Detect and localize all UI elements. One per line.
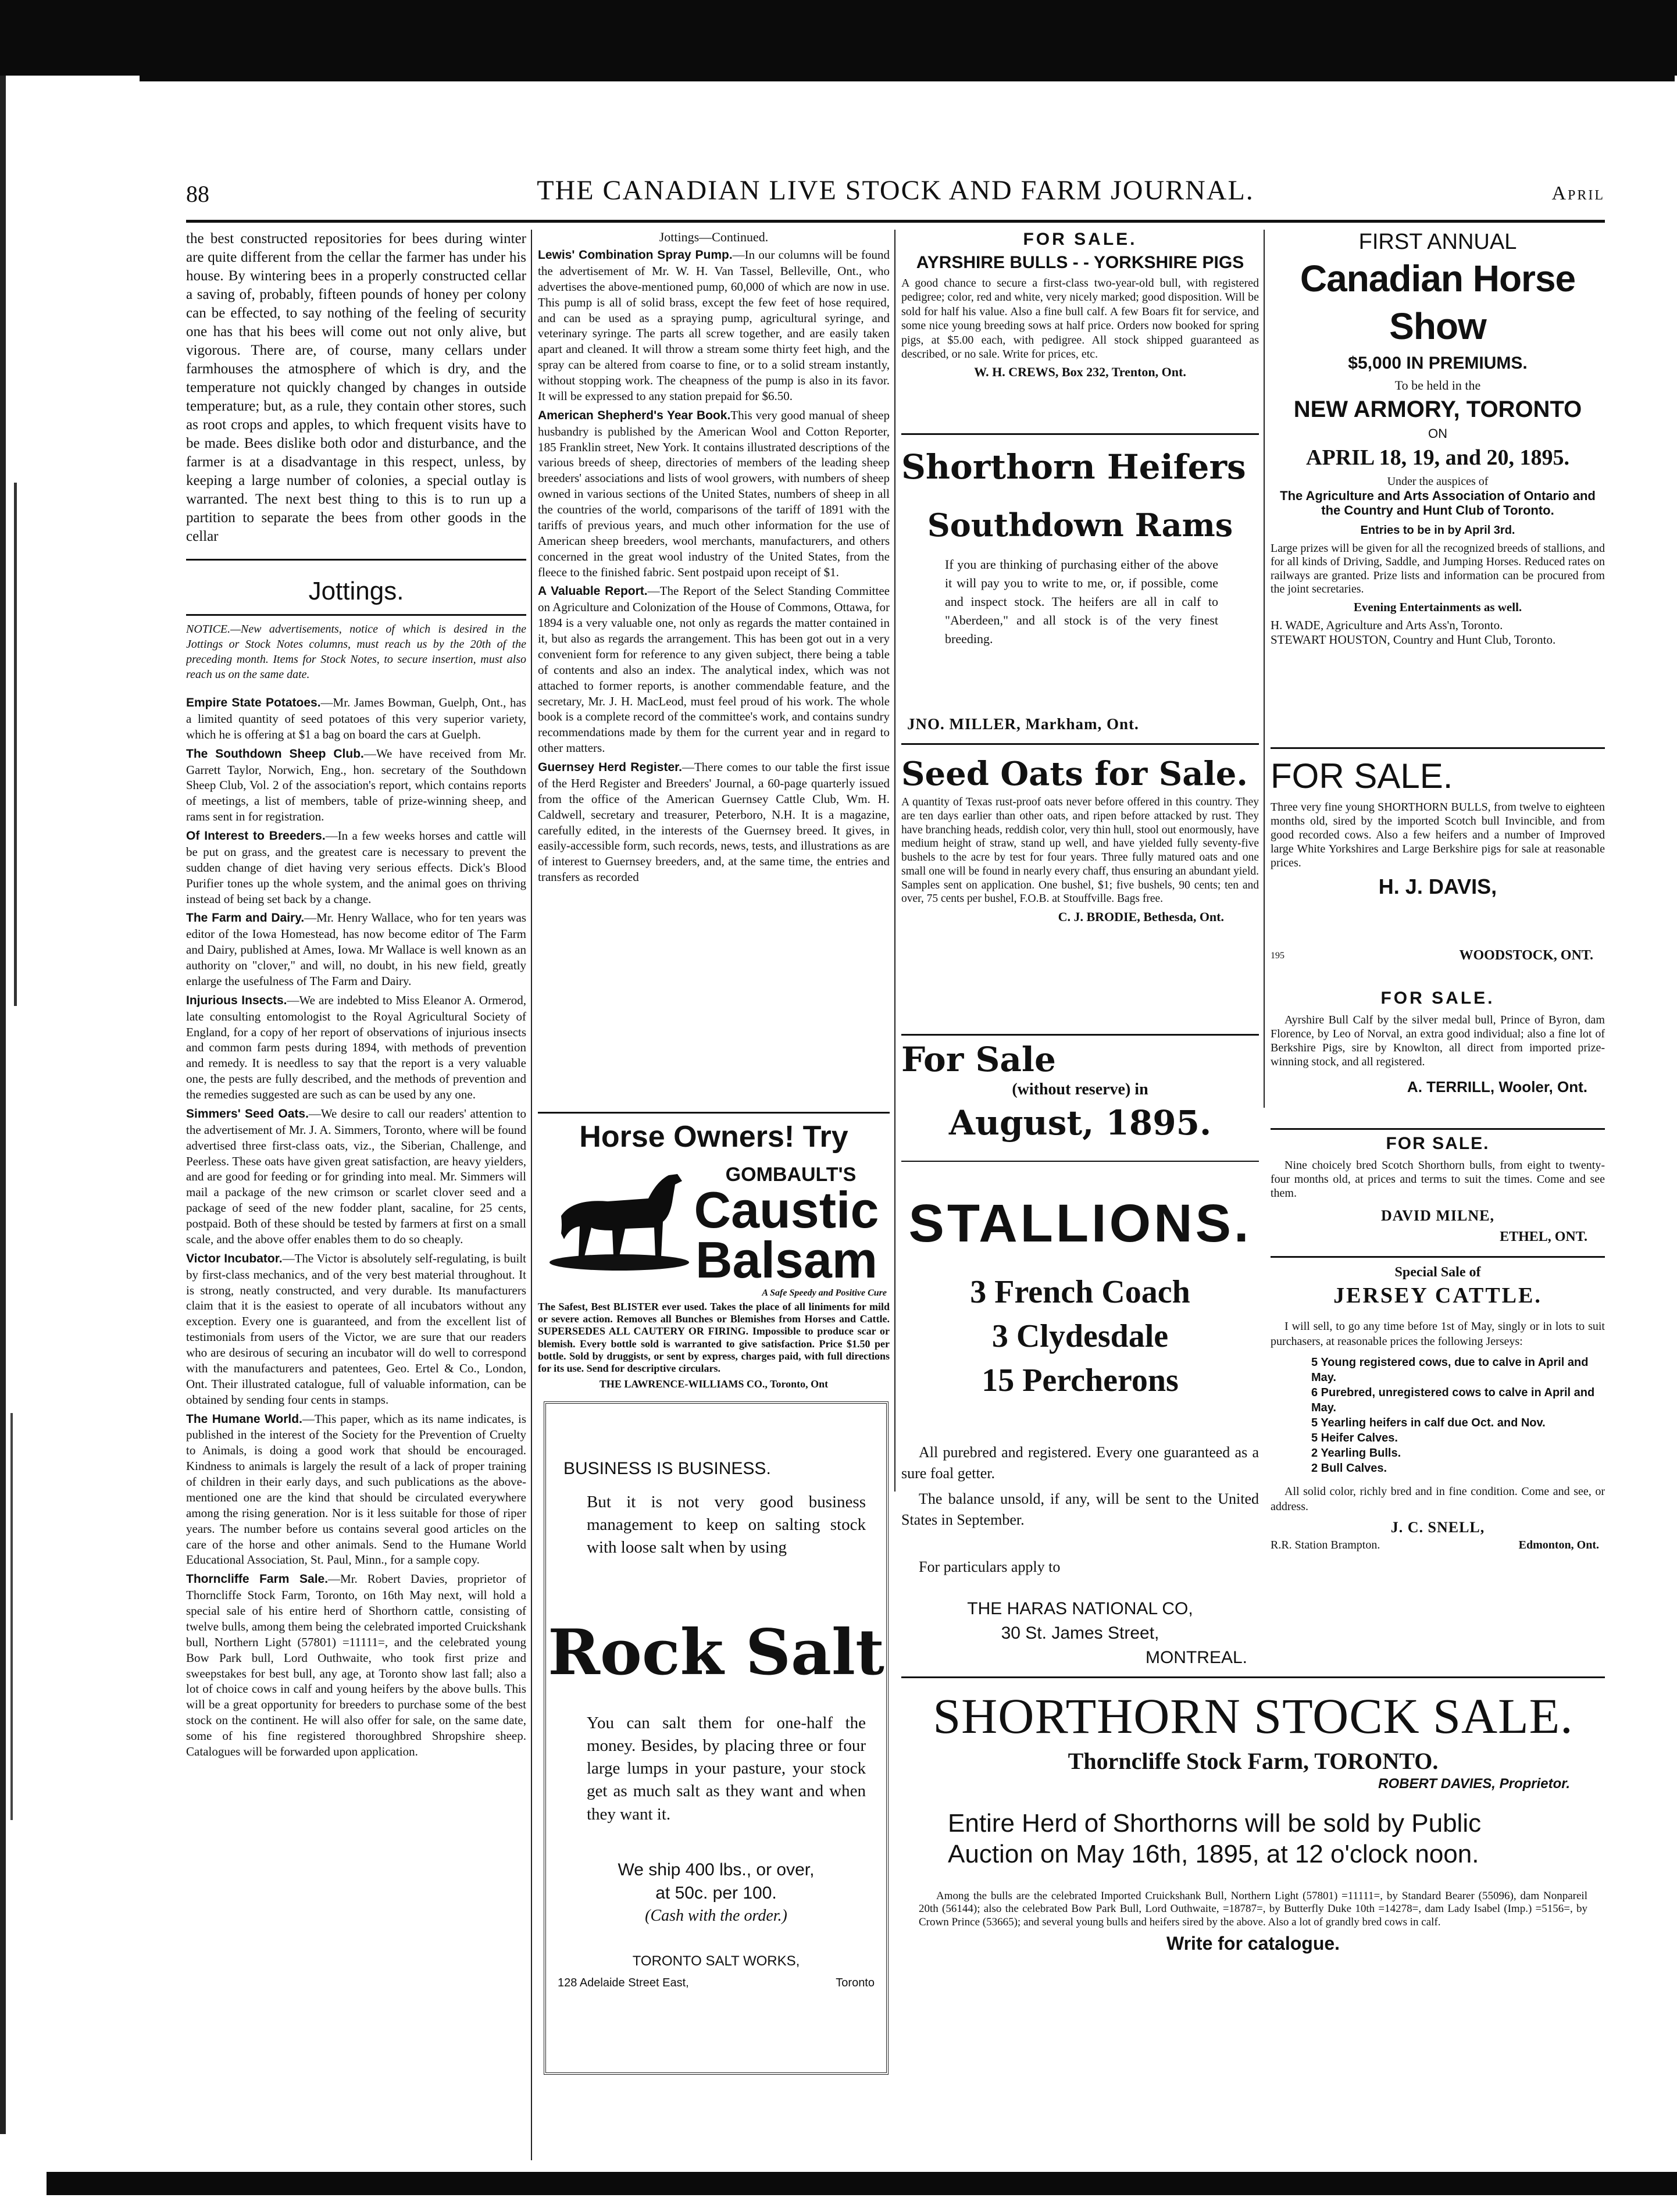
stock-sale-headline: Entire Herd of Shorthorns will be sold by Public Auction on May 16th, 1895, at 12 o'clock noon. xyxy=(948,1809,1482,1868)
ayrshire-ad xyxy=(901,230,1259,427)
ad-rule xyxy=(538,1112,890,1114)
salt-ad-heading: BUSINESS IS BUSINESS. xyxy=(563,1459,771,1478)
jersey-contact-row xyxy=(1271,1539,1605,1556)
stallions-street: 30 St. James Street, xyxy=(1001,1624,1159,1643)
horse-ad-name-2: Balsam xyxy=(695,1231,878,1289)
jotting-text: —In our columns will be found the advertisement of Mr. W. H. Van Tassel, Belleville, Ont., who advertises the above-mentioned pump, 60,000 of which are now in use. This pump is all of solid brass, except the few feet of hose required, and can be used as a spraying pump, agricultural syringe, and veterinary syringe. The parts all screw together, and are easily taken apart and cleaned. It will throw a stream some thirty feet high, and the spray can be altered from coarse to fine, or to a solid stream instantly, without stopping work. The cheapness of the pump is also in its favor. It will be expressed to any station prepaid for $6.50. xyxy=(538,248,890,403)
jotting-text: This very good manual of sheep husbandry is published by the American Wool and Cotton Reporter, 185 Franklin street, New York. It contains illustrated descriptions of the various breeds of sheep, directories of members of the leading sheep breeders' associations and lists of wool growers, with numbers of sheep owned in various sections of the United States, numbers of sheep in all the countries of the world, comparisons of the tariff of 1891 with the tariffs of previous years, and much other information for the use of American sheep breeders, wool merchants, manufacturers, and others concerned in the great wool industry of the United States, from the fleece to the finished fabric. Sent postpaid upon receipt of $1. xyxy=(538,408,890,579)
davis-place: WOODSTOCK, ONT. xyxy=(1459,948,1593,963)
jotting-item xyxy=(538,583,890,756)
horse-ad-body: The Safest, Best BLISTER ever used. Takes the place of all liniments for mild or severe action. Removes all Bunches or Blemishes from Horses and Cattle. SUPERSEDES ALL CAUTERY OR FIRING. Impossible to produce scar or blemish. Every bottle sold is warranted to give satisfaction. Price $1.50 per bottle. Sold by druggists, or sent by express, charges paid, with full directions for its use. Send for descriptive circulars. xyxy=(538,1301,890,1375)
jotting-lead: A Valuable Report. xyxy=(538,584,648,598)
issue-month: April xyxy=(1551,183,1605,204)
terrill-contact: A. TERRILL, Wooler, Ont. xyxy=(1407,1078,1587,1096)
salt-ad-ship-3: (Cash with the order.) xyxy=(645,1907,787,1925)
horse-show-org: The Agriculture and Arts Association of Ontario and the Country and Hunt Club of Toronto. xyxy=(1280,488,1596,518)
jotting-lead: Of Interest to Breeders. xyxy=(186,829,326,843)
stallions-subtitle: (without reserve) in xyxy=(1012,1080,1148,1098)
header-rule xyxy=(186,220,1605,223)
stallions-date: August, 1895. xyxy=(948,1103,1212,1143)
column-rule-3 xyxy=(1264,230,1265,1108)
scan-left-edge xyxy=(0,76,47,2134)
stallions-line-3: 15 Percherons xyxy=(982,1362,1179,1398)
terrill-body: Ayrshire Bull Calf by the silver medal bull, Prince of Byron, dam Florence, by Leo of Norval, an extra good individual; also a fine lot of Berkshire Pigs, sire by Knowlton, all direct from imported prize-winning stock, and all registered. xyxy=(1271,1014,1605,1068)
horse-ad-name-1: Caustic xyxy=(694,1181,879,1239)
shorthorn-stock-sale-ad xyxy=(901,1689,1605,1980)
horse-show-title: Canadian Horse Show xyxy=(1300,258,1576,347)
jotting-text: —Mr. James Bowman, Guelph, Ont., has a limited quantity of seed potatoes of this very superior variety, which he is offering at $1 a bag on board the cars at Guelph. xyxy=(186,695,526,741)
scan-top-border xyxy=(0,0,1677,76)
jotting-item xyxy=(186,828,526,907)
bees-paragraph: the best constructed repositories for bees during winter are quite different from the cellar the farmer has under his house. By wintering bees in a properly constructed cellar a saving of, probably, fifteen pounds of honey per colony can be effected, to say nothing of the feeling of security one has that his bees will come out not only alive, but vigorous. There are, of course, many cellars under farmhouses the atmosphere of which is dry, and the temperature not quickly changed by changes in outside temperature; but, as a rule, they contain other stores, such as root crops and apples, to which frequent visits have to be made. Bees dislike both odor and disturbance, and the farmer is at a disadvantage in this respect, unless, by keeping a large number of colonies, a special outlay is warranted. The next best thing to this is to run up a partition to separate the bees from other goods in the cellar xyxy=(186,231,526,544)
jotting-text: —We desire to call our readers' attention to the advertisement of Mr. J. A. Simmers, Toronto, where will be found advertised three first-class oats, viz., the Siberian, Challenge, and Peerless. These oats have given great satisfaction, are heavy yielders, and are good for feeding or for grinding into meal. Mr. Simmers will mail a package of the new crimson or scarlet clover seed and a package of seed of the new fodder plant, sacaline, for 25 cents, postpaid. Both of these should be tested by farmers at first on a small scale, and the above offer enables them to do so cheaply. xyxy=(186,1106,526,1246)
ayrshire-contact: W. H. CREWS, Box 232, Trenton, Ont. xyxy=(974,365,1186,380)
stock-sale-proprietor: ROBERT DAVIES, Proprietor. xyxy=(1378,1776,1570,1792)
notice-text: NOTICE.—New advertisements, notice of which is desired in the Jottings or Stock Notes columns, must reach us by the 20th of the preceding month. Items for Stock Notes, to secure insertion, must also reach us on the same date. xyxy=(186,623,526,681)
jotting-lead: The Humane World. xyxy=(186,1412,302,1426)
jotting-text: —The Report of the Select Standing Committee on Agriculture and Colonization of the House of Commons, Ottawa, for 1894 is a very valuable one, not only as regards the matter contained in it, but also as regards the arrangement. This has been got out in a very convenient form for reference to any given subject, there being a table of contents and also an index. The analytical index, which was not attached to former reports, is another commendable feature, and the secretary, Mr. J. H. MacLeod, must feel proud of his work. The whole book is a complete record of the committee's work, and contains sundry recommendations made by them for the current year and in regard to other matters. xyxy=(538,584,890,755)
journal-title: THE CANADIAN LIVE STOCK AND FARM JOURNAL. xyxy=(537,175,1254,206)
horse-show-ad xyxy=(1271,230,1605,730)
milne-place: ETHEL, ONT. xyxy=(1500,1229,1587,1244)
horse-show-first: FIRST ANNUAL xyxy=(1358,230,1517,254)
jersey-list-item: 5 Heifer Calves. xyxy=(1311,1432,1398,1444)
jotting-item xyxy=(186,1251,526,1408)
horse-ad-footer: THE LAWRENCE-WILLIAMS CO., Toronto, Ont xyxy=(599,1378,829,1390)
horse-show-dates: APRIL 18, 19, and 20, 1895. xyxy=(1306,445,1569,470)
ayrshire-for-sale: FOR SALE. xyxy=(1023,230,1137,249)
stallions-line-2: 3 Clydesdale xyxy=(991,1318,1169,1354)
stock-sale-cta: Write for catalogue. xyxy=(1166,1932,1340,1954)
horse-show-contact-1: H. WADE, Agriculture and Arts Ass'n, Toronto. xyxy=(1271,618,1503,632)
rock-salt-ad xyxy=(544,1401,889,2075)
jersey-special: Special Sale of xyxy=(1394,1265,1481,1280)
caustic-balsam-ad xyxy=(538,1119,890,1393)
horse-show-entries: Entries to be in by April 3rd. xyxy=(1360,523,1515,537)
jotting-lead: Victor Incubator. xyxy=(186,1251,283,1265)
jotting-item xyxy=(186,695,526,743)
jotting-lead: Empire State Potatoes. xyxy=(186,696,321,709)
jotting-item xyxy=(538,759,890,885)
jersey-list-item: 2 Yearling Bulls. xyxy=(1311,1447,1401,1460)
jotting-item xyxy=(186,993,526,1103)
terrill-ad xyxy=(1271,989,1605,1122)
jersey-body: I will sell, to go any time before 1st of May, singly or in lots to suit purchasers, at reasonable prices the following Jerseys: xyxy=(1271,1320,1605,1348)
jotting-lead: Injurious Insects. xyxy=(186,993,287,1007)
jotting-item xyxy=(186,1571,526,1760)
jotting-item xyxy=(186,1411,526,1568)
davis-ref: 195 xyxy=(1271,951,1284,961)
jersey-list-item: 2 Bull Calves. xyxy=(1311,1462,1387,1475)
page-number: 88 xyxy=(186,181,209,207)
column-jottings-continued xyxy=(538,230,890,1102)
jersey-title: JERSEY CATTLE. xyxy=(1333,1283,1542,1308)
jotting-text: —In a few weeks horses and cattle will be put on grass, and the greatest care is necessary to prevent the sudden change of diet having very serious effects. Dick's Blood Purifier tones up the whole system, and the animal goes on thriving instead of being set back by a change. xyxy=(186,829,526,906)
column-editorial xyxy=(186,230,526,2160)
jersey-list-item: 5 Yearling heifers in calf due Oct. and Nov. xyxy=(1311,1417,1546,1429)
jotting-lead: Guernsey Herd Register. xyxy=(538,761,682,774)
stallions-line-1: 3 French Coach xyxy=(970,1274,1190,1310)
davis-title: FOR SALE. xyxy=(1271,757,1453,795)
jotting-lead: The Southdown Sheep Club. xyxy=(186,747,364,761)
davis-name: H. J. DAVIS, xyxy=(1378,875,1497,898)
terrill-title: FOR SALE. xyxy=(1380,989,1495,1008)
horse-ad-heading: Horse Owners! Try xyxy=(579,1120,848,1154)
horse-show-auspices: Under the auspices of xyxy=(1387,475,1489,488)
jotting-lead: Simmers' Seed Oats. xyxy=(186,1107,309,1121)
ad-rule xyxy=(1271,1128,1605,1130)
jotting-text: —We are indebted to Miss Eleanor A. Ormerod, late consulting entomologist to the Royal Agricultural Society of England, for a copy of her report of observations of injurious insects and common farm pests during 1894, with methods of prevention and remedy. It is needless to say that the report is a very valuable one, the pests are fully described, and the methods of prevention and the remedies suggested are such as can be used by any one. xyxy=(186,993,526,1101)
ad-rule xyxy=(1271,747,1605,749)
seed-oats-ad xyxy=(901,756,1259,1023)
jersey-list-item: 6 Purebred, unregistered cows to calve in April and May. xyxy=(1311,1386,1595,1414)
horse-show-venue: NEW ARMORY, TORONTO xyxy=(1293,397,1582,422)
jersey-note: All solid color, richly bred and in fine condition. Come and see, or address. xyxy=(1271,1485,1605,1513)
ad-rule xyxy=(901,743,1259,745)
horse-icon xyxy=(538,1158,695,1274)
jotting-item xyxy=(186,1106,526,1247)
stock-sale-farm: Thorncliffe Stock Farm, TORONTO. xyxy=(1068,1748,1439,1774)
horse-show-contact-2: STEWART HOUSTON, Country and Hunt Club, Toronto. xyxy=(1271,632,1556,647)
heifers-contact: JNO. MILLER, Markham, Ont. xyxy=(907,715,1139,733)
section-rule xyxy=(186,559,526,561)
ad-rule xyxy=(901,1034,1259,1036)
horse-show-evening: Evening Entertainments as well. xyxy=(1353,600,1522,614)
ad-rule xyxy=(901,433,1259,435)
jotting-lead: Lewis' Combination Spray Pump. xyxy=(538,248,733,262)
jotting-text: —We have received from Mr. Garrett Taylor, Norwich, Eng., hon. secretary of the Southdown Sheep Club, Vol. 2 of the association's report, which contains reports of meetings, a list of members, table of prize-winning sheep, and rams sent in for registration. xyxy=(186,746,526,824)
jotting-item xyxy=(538,247,890,404)
davis-ad xyxy=(1271,756,1605,977)
milne-name: DAVID MILNE, xyxy=(1381,1207,1494,1224)
jotting-text: —There comes to our table the first issue of the Herd Register and Breeders' Journal, a 60-page quarterly issued from the office of the American Guernsey Cattle Club, Wm. H. Caldwell, secretary and treasurer, Peterboro, N.H. It is a magazine, carefully edited, in the interests of the Guernsey breed. It gives, in easily-accessible form, such records, news, tests, and illustrations as are of interest to Guernsey breeders, and, at the same time, the entries and transfers as recorded xyxy=(538,760,890,884)
column-rule-1 xyxy=(531,230,532,2160)
jotting-item xyxy=(186,910,526,989)
jotting-text: —Mr. Henry Wallace, who for ten years was editor of the Iowa Homestead, has now become editor of The Farm and Dairy, published at Ames, Iowa. Mr Wallace is well known as an authority on "clover," and will, no doubt, in his new field, greatly enlarge the usefulness of The Farm and Dairy. xyxy=(186,911,526,988)
salt-ad-company: TORONTO SALT WORKS, xyxy=(632,1953,800,1969)
jottings-continued-list xyxy=(538,247,890,885)
running-header xyxy=(186,174,1605,215)
ayrshire-line: AYRSHIRE BULLS - - YORKSHIRE PIGS xyxy=(916,253,1244,272)
jersey-ad xyxy=(1271,1265,1605,1660)
jotting-text: —This paper, which as its name indicates, is published in the interest of the Society for the Prevention of Cruelty to Animals, is doing a good work that should be encouraged. Kindness to animals is largely the result of a lack of proper training of children in their early days, and such publications as the above-mentioned one are the kind that should be circulated everywhere among the rising generation. Nor is it less suitable for those of riper years. The number before us contains several good articles on the care of the horse and other animals. Send to the Humane World Educational Association, St. Paul, Minn., for a sample copy. xyxy=(186,1411,526,1567)
horse-ad-tagline: A Safe Speedy and Positive Cure xyxy=(762,1288,887,1298)
shorthorn-heifers-ad xyxy=(901,448,1259,733)
stallions-city: MONTREAL. xyxy=(1145,1648,1247,1667)
scan-bottom-border xyxy=(47,2172,1677,2195)
jersey-list xyxy=(1311,1355,1605,1476)
horse-ad-brand: GOMBAULT'S xyxy=(725,1164,857,1186)
jersey-list-item: 5 Young registered cows, due to calve in April and May. xyxy=(1311,1356,1589,1384)
salt-ad-address: 128 Adelaide Street East, xyxy=(558,1976,689,1989)
seed-oats-title: Seed Oats for Sale. xyxy=(901,755,1248,793)
jotting-item xyxy=(538,408,890,580)
milne-title: FOR SALE. xyxy=(1386,1134,1490,1153)
column-rule-2 xyxy=(894,230,895,1492)
jottings-heading: Jottings. xyxy=(308,577,404,605)
jersey-station: R.R. Station Brampton. xyxy=(1271,1539,1380,1551)
stock-sale-body: Among the bulls are the celebrated Imported Cruickshank Bull, Northern Light (57801) =11111=, by Standard Bearer (55096), dam Nonpareil 20th (56144); also the celebrated Bow Park Bull, Lord Outhwaite, =18787=, by Butterfly Duke 10th =14278=, dam Lady Isabel (Imp.) =5156=, by Crown Prince (53665); and several young bulls and heifers sired by the above. Also a lot of grandly bred cows in calf. xyxy=(919,1889,1587,1929)
horse-illustration xyxy=(538,1158,695,1274)
salt-ad-p1: But it is not very good business management to keep on salting stock with loose salt when by using xyxy=(587,1493,866,1557)
stallions-body-1: All purebred and registered. Every one guaranteed as a sure foal getter. xyxy=(901,1444,1259,1482)
heifers-body: If you are thinking of purchasing either of the above it will pay you to write to me, or, if possible, come and inspect stock. The heifers are all in calf to "Aberdeen," and all stock is of the very finest breeding. xyxy=(945,557,1218,646)
continued-label: Jottings—Continued. xyxy=(659,230,769,244)
salt-ad-p2: You can salt them for one-half the money. Besides, by placing three or four large lumps in your pasture, your stock get as much salt as they want and when they want it. xyxy=(587,1714,866,1824)
jotting-lead: American Shepherd's Year Book. xyxy=(538,408,731,422)
ad-rule xyxy=(901,1676,1605,1678)
stallions-body-2: The balance unsold, if any, will be sent to the United States in September. xyxy=(901,1490,1259,1528)
jersey-name: J. C. SNELL, xyxy=(1390,1519,1485,1536)
milne-ad xyxy=(1271,1134,1605,1250)
jottings-list xyxy=(186,695,526,1760)
milne-body: Nine choicely bred Scotch Shorthorn bulls, from eight to twenty-four months old, at prices and terms to suit the times. Come and see them. xyxy=(1271,1159,1605,1200)
jotting-text: —The Victor is absolutely self-regulating, is built by first-class mechanics, and of the very best material throughout. It is strong, neatly constructed, and very durable. Its manufacturers claim that it is the easiest to operate of all incubators without any exception. Every one is guaranteed, and from the excellent list of testimonials from users of the Victor, we are sure that our readers who are desirous of securing an incubator will do well to correspond with the manufacturers and patentees, Geo. Ertel & Co., London, Ont. Their illustrated catalogue, full of valuable information, can be obtained by sending four cents in stamps. xyxy=(186,1251,526,1407)
seed-oats-contact: C. J. BRODIE, Bethesda, Ont. xyxy=(1058,909,1224,925)
jotting-text: —Mr. Robert Davies, proprietor of Thorncliffe Stock Farm, Toronto, on 16th May next, will hold a special sale of his entire herd of Shorthorn cattle, consisting of twelve bulls, among them being the celebrated imported Cruickshank bull, Northern Light (57801) =11111=, and the celebrated young Bow Park bull, Lord Outhwaite, who took first prize and sweepstakes for best bull, any age, at Toronto show last fall; also a lot of choice cows in calf and young heifers by the above bulls. This will be a great opportunity for breeders to purchase some of the best stock on the continent. He will also offer for sale, on the same date, some of his fine registered thoroughbred Shropshire sheep. Catalogues will be forwarded upon application. xyxy=(186,1572,526,1758)
salt-ad-product: Rock Salt xyxy=(548,1616,884,1689)
horse-show-premiums: $5,000 IN PREMIUMS. xyxy=(1348,354,1528,373)
stallions-for-sale: For Sale xyxy=(901,1040,1056,1079)
stallions-apply: For particulars apply to xyxy=(919,1558,1061,1575)
stallions-company: THE HARAS NATIONAL CO, xyxy=(967,1599,1193,1618)
horse-show-on: ON xyxy=(1428,426,1447,441)
stock-sale-title: SHORTHORN STOCK SALE. xyxy=(933,1688,1573,1744)
jersey-place: Edmonton, Ont. xyxy=(1518,1539,1599,1551)
rams-title: Southdown Rams xyxy=(927,506,1233,544)
salt-ad-ship-2: at 50c. per 100. xyxy=(655,1883,777,1903)
ad-rule xyxy=(901,1161,1259,1162)
salt-ad-city: Toronto xyxy=(836,1976,875,1989)
seed-oats-body: A quantity of Texas rust-proof oats never before offered in this country. They are ten days earlier than other oats, and ripen before attacked by rust. They have branching heads, reddish color, very thin hull, stool out enormously, have medium height of straw, stand up well, and have yielded fully seventy-five bushels to the acre by test for four years. Three fully matured oats and one small one will be found in nearly every chaff, thus ensuring an abundant yield. Samples sent on application. One bushel, $1; five bushels, 90 cents; ten and over, 75 cents per bushel, F.O.B. at Stouffville. Bags free. xyxy=(901,796,1259,905)
horse-show-held: To be held in the xyxy=(1394,378,1481,393)
heifers-title: Shorthorn Heifers xyxy=(901,447,1246,487)
ad-rule xyxy=(1271,1256,1605,1258)
stallions-heading: STALLIONS. xyxy=(908,1194,1252,1253)
horse-show-body: Large prizes will be given for all the recognized breeds of stallions, and for all kinds of Driving, Saddle, and Jumping Horses. Reduced rates on railways are granted. Prize lists and information can be procured from the joint secretaries. xyxy=(1271,541,1605,596)
salt-ad-ship-1: We ship 400 lbs., or over, xyxy=(618,1860,815,1879)
ayrshire-body: A good chance to secure a first-class two-year-old bull, with registered pedigree; color, red and white, very nicely marked; good disposition. Will be sold for half his value. Also a fine bull calf. A few Boars fit for service, and some nice young breeding sows at half price. Orders now booked for spring pigs, at $5.00 each, with pedigree. All stock shipped guaranteed as described, or no sale. Write for prices, etc. xyxy=(901,277,1259,361)
jotting-lead: Thorncliffe Farm Sale. xyxy=(186,1572,329,1586)
jotting-lead: The Farm and Dairy. xyxy=(186,911,305,925)
section-rule xyxy=(186,614,526,616)
davis-body: Three very fine young SHORTHORN BULLS, from twelve to eighteen months old, sired by the imported Scotch bull Invincible, and from good recorded cows. Also a few heifers and a number of Improved large White Yorkshires and Large Berkshire pigs for sale at reasonable prices. xyxy=(1271,801,1605,869)
jotting-item xyxy=(186,746,526,825)
scan-top-border-edge xyxy=(140,69,1675,81)
